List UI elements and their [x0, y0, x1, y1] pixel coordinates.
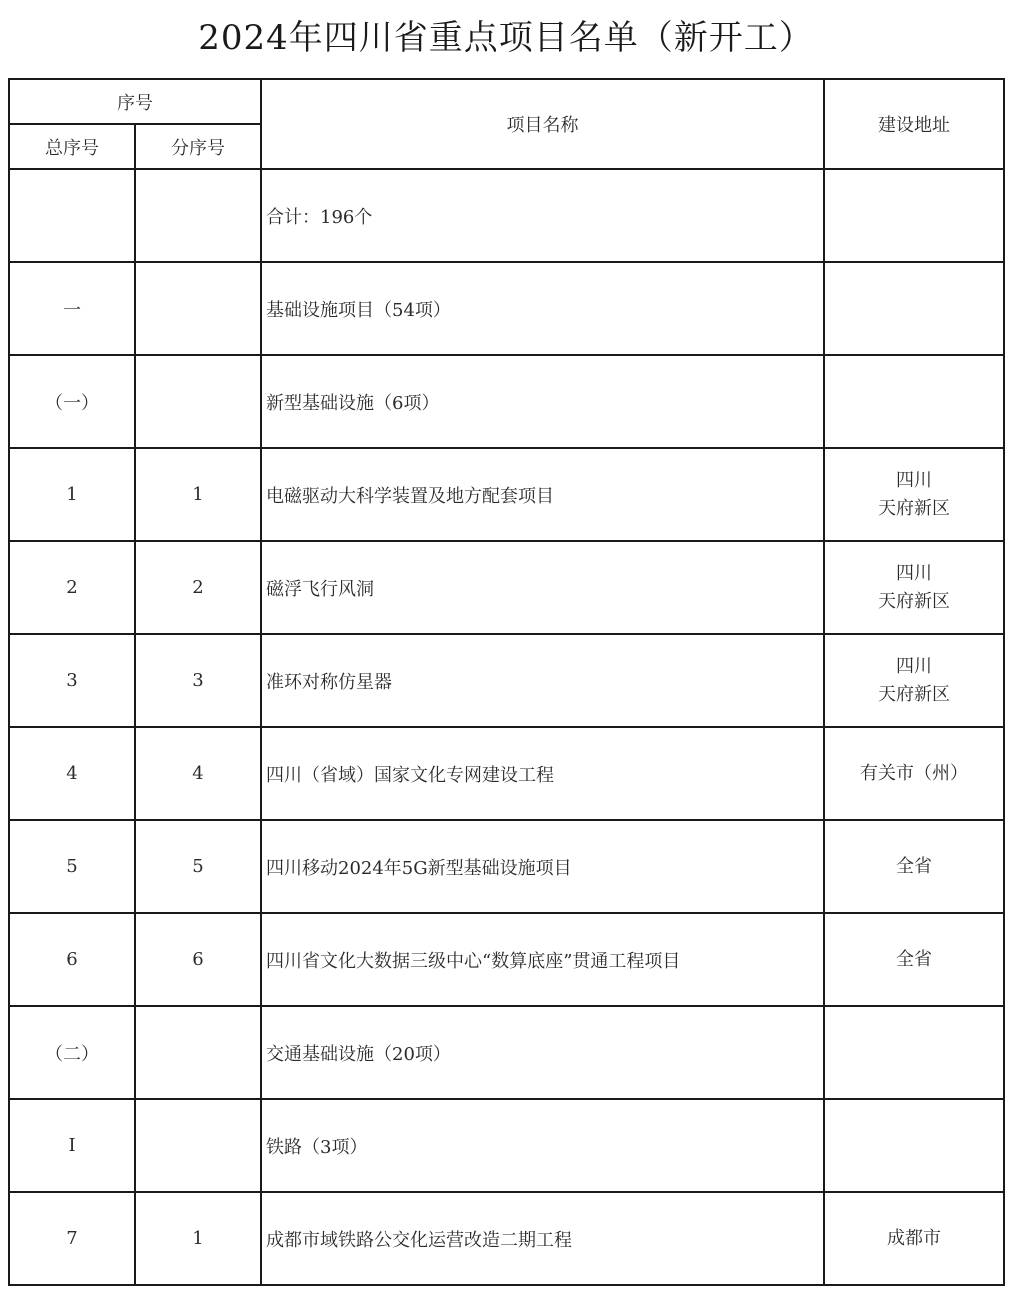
- cell-total-seq: （二）: [9, 1006, 135, 1099]
- cell-total-seq: Ⅰ: [9, 1099, 135, 1192]
- cell-project-name: 交通基础设施（20项）: [261, 1006, 824, 1099]
- cell-total-seq: 3: [9, 634, 135, 727]
- cell-location: [824, 355, 1004, 448]
- table-row: [9, 1006, 1004, 1099]
- cell-project-name: 新型基础设施（6项）: [261, 355, 824, 448]
- cell-sub-seq: 6: [135, 913, 261, 1006]
- cell-project-name: 准环对称仿星器: [261, 634, 824, 727]
- table-row: [9, 355, 1004, 448]
- cell-total-seq: [9, 169, 135, 262]
- table-row: [9, 1192, 1004, 1285]
- cell-location: [824, 1099, 1004, 1192]
- table-row: [9, 913, 1004, 1006]
- cell-project-name: 电磁驱动大科学装置及地方配套项目: [261, 448, 824, 541]
- cell-sub-seq: 1: [135, 448, 261, 541]
- cell-location: [824, 727, 1004, 820]
- location-line: 四川: [896, 562, 932, 584]
- cell-sub-seq: [135, 169, 261, 262]
- location-line: 四川: [896, 469, 932, 491]
- cell-sub-seq: 1: [135, 1192, 261, 1285]
- cell-total-seq: 7: [9, 1192, 135, 1285]
- cell-sub-seq: [135, 1006, 261, 1099]
- cell-sub-seq: 3: [135, 634, 261, 727]
- cell-project-name: 基础设施项目（54项）: [261, 262, 824, 355]
- cell-total-seq: 4: [9, 727, 135, 820]
- cell-location: [824, 262, 1004, 355]
- location-line: 天府新区: [878, 497, 950, 519]
- location-line: 有关市（州）: [860, 762, 968, 784]
- cell-sub-seq: [135, 355, 261, 448]
- cell-location: [824, 541, 1004, 634]
- document-title: 2024年四川省重点项目名单（新开工）: [198, 18, 814, 58]
- location-line: 全省: [896, 855, 932, 877]
- cell-location: [824, 913, 1004, 1006]
- header-seq-group: 序号: [9, 79, 261, 124]
- table-row: [9, 727, 1004, 820]
- table-row: [9, 262, 1004, 355]
- header-project-name: 项目名称: [261, 79, 824, 169]
- location-line: 天府新区: [878, 683, 950, 705]
- cell-total-seq: 2: [9, 541, 135, 634]
- header-row: [9, 79, 1004, 124]
- table-row: [9, 169, 1004, 262]
- header-location: 建设地址: [824, 79, 1004, 169]
- table-row: [9, 448, 1004, 541]
- cell-project-name: 成都市域铁路公交化运营改造二期工程: [261, 1192, 824, 1285]
- location-line: 成都市: [887, 1227, 941, 1249]
- header-sub-seq: 分序号: [135, 124, 261, 169]
- cell-total-seq: 6: [9, 913, 135, 1006]
- location-line: 天府新区: [878, 590, 950, 612]
- cell-sub-seq: 4: [135, 727, 261, 820]
- location-line: 全省: [896, 948, 932, 970]
- cell-location: [824, 169, 1004, 262]
- cell-location: [824, 448, 1004, 541]
- cell-location: [824, 634, 1004, 727]
- cell-total-seq: 5: [9, 820, 135, 913]
- cell-total-seq: 一: [9, 262, 135, 355]
- cell-sub-seq: [135, 262, 261, 355]
- cell-sub-seq: 5: [135, 820, 261, 913]
- table-row: [9, 820, 1004, 913]
- cell-sub-seq: [135, 1099, 261, 1192]
- table-row: [9, 1099, 1004, 1192]
- cell-project-name: 四川省文化大数据三级中心“数算底座”贯通工程项目: [261, 913, 824, 1006]
- cell-location: [824, 1192, 1004, 1285]
- cell-project-name: 四川（省域）国家文化专网建设工程: [261, 727, 824, 820]
- table-row: [9, 634, 1004, 727]
- cell-total-seq: （一）: [9, 355, 135, 448]
- cell-project-name: 铁路（3项）: [261, 1099, 824, 1192]
- cell-project-name: 磁浮飞行风洞: [261, 541, 824, 634]
- cell-total-seq: 1: [9, 448, 135, 541]
- cell-location: [824, 820, 1004, 913]
- cell-project-name: 合计：196个: [261, 169, 824, 262]
- cell-location: [824, 1006, 1004, 1099]
- project-table: [8, 78, 1005, 1286]
- cell-sub-seq: 2: [135, 541, 261, 634]
- location-line: 四川: [896, 655, 932, 677]
- cell-project-name: 四川移动2024年5G新型基础设施项目: [261, 820, 824, 913]
- table-row: [9, 541, 1004, 634]
- header-total-seq: 总序号: [9, 124, 135, 169]
